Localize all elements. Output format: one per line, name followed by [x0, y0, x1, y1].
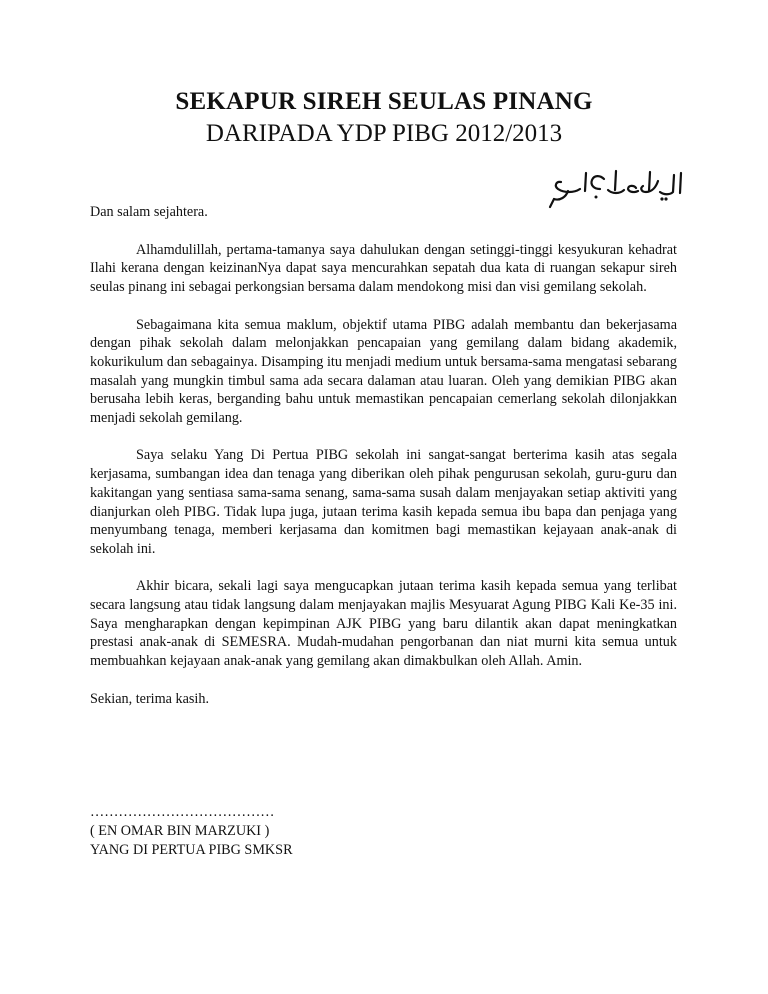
paragraph-3: Saya selaku Yang Di Pertua PIBG sekolah ini sangat-sangat berterima kasih atas segala kerjasama, sumbangan idea dan tenaga yang diberikan oleh pihak pengurusan sekolah, guru-guru dan kakitangan yang sentiasa sama-sama senang, sama-sama susah dalam menjayakan setiap aktiviti yang dianjurkan oleh PIBG. Tidak lupa juga, jutaan terima kasih kepada semua ibu bapa dan penjaga yang menyumbang tenaga, memberi kerjasama dan komitmen bagi memastikan kejayaan anak-anak di sekolah ini.: [90, 447, 677, 557]
letter-body: [90, 203, 677, 708]
document-subtitle: DARIPADA YDP PIBG 2012/2013: [205, 120, 563, 147]
document-title: SEKAPUR SIREH SEULAS PINANG: [175, 88, 593, 115]
paragraph-2: Sebagaimana kita semua maklum, objektif utama PIBG adalah membantu dan bekerjasama dengan pihak sekolah dalam melonjakkan pencapaian yang gemilang dalam bidang akademik, kokurikulum dan sebagainya. Disamping itu menjadi medium untuk bersama-sama mengatasi sebarang masalah yang mungkin timbul sama ada secara dalaman atau luaran. Oleh yang demikian PIBG akan berusaha lebih keras, berganding bahu untuk memastikan pencapaian cemerlang sekolah dilonjakkan menjadi sekolah gemilang.: [90, 316, 677, 427]
signatory-name: ( EN OMAR BIN MARZUKI ): [90, 823, 270, 839]
signatory-position: YANG DI PERTUA PIBG SMKSR: [90, 842, 293, 858]
letter-closing: Sekian, terima kasih.: [90, 690, 209, 707]
paragraph-1: Alhamdulillah, pertama-tamanya saya dahulukan dengan setinggi-tinggi kesyukuran kehadrat Ilahi kerana dengan keizinanNya dapat saya mencurahkan sepatah dua kata di ruangan sekapur sireh seulas pinang ini sebagai perkongsian bersama dalam mendokong misi dan visi gemilang sekolah.: [90, 241, 677, 296]
signature-line: …………………………………: [90, 804, 275, 820]
letter-greeting: Dan salam sejahtera.: [90, 204, 208, 220]
signature-block: [90, 803, 293, 860]
paragraph-4: Akhir bicara, sekali lagi saya mengucapkan jutaan terima kasih kepada semua yang terlibat secara langsung atau tidak langsung dalam menjayakan majlis Mesyuarat Agung PIBG Kali Ke-35 ini. Saya mengharapkan dengan kepimpinan AJK PIBG yang baru dilantik akan dapat meningkatkan prestasi anak-anak di SEMESRA. Mudah-mudahan pengorbanan dan niat murni kita semua untuk membuahkan kejayaan anak-anak yang gemilang akan dimakbulkan oleh Allah. Amin.: [90, 578, 677, 670]
